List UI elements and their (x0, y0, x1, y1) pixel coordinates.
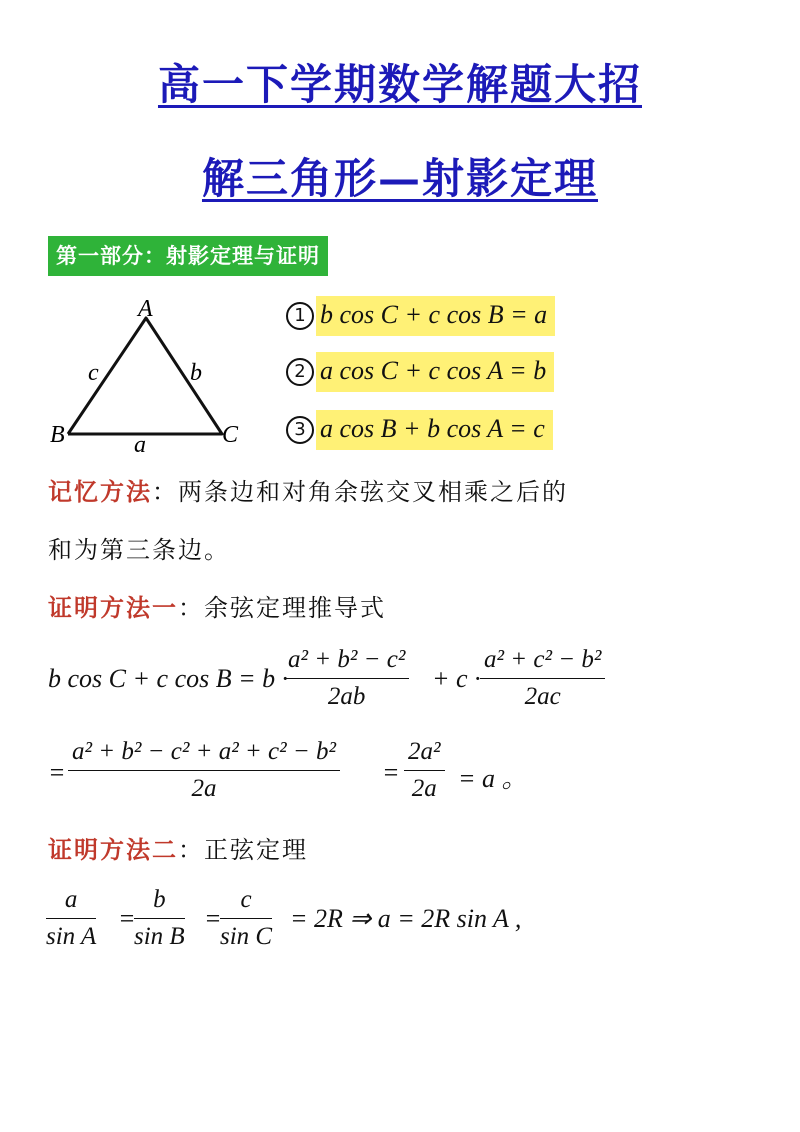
formula-number: 1 (286, 302, 314, 330)
denominator: sin A (46, 923, 97, 950)
vertex-b-label: B (50, 422, 65, 448)
memory-method-line2: 和为第三条边。 (48, 536, 230, 564)
side-b-label: b (190, 360, 202, 386)
side-a-label: a (134, 432, 146, 458)
equals: = (118, 904, 136, 933)
colon: ： (178, 836, 204, 864)
numerator: 2a² (408, 738, 441, 765)
sine-fraction-b (134, 886, 185, 951)
proof2-text: 正弦定理 (204, 836, 308, 864)
triangle-diagram (40, 290, 260, 460)
page-subtitle: 解三角形—射影定理 (201, 154, 598, 203)
memory-method-label: 记忆方法 (48, 477, 152, 506)
memory-method-text: 两条边和对角余弦交叉相乘之后的 (178, 478, 568, 506)
vertex-c-label: C (222, 422, 239, 448)
proof2-label: 证明方法二 (48, 835, 178, 864)
eq1-lhs: b cos C + c cos B = b · (48, 664, 289, 693)
formula-1 (286, 296, 555, 336)
section-heading: 第一部分：射影定理与证明 (48, 236, 328, 276)
eq2-equals-2: = (382, 758, 400, 787)
numerator: a² + c² − b² (484, 646, 602, 673)
proof1-text: 余弦定理推导式 (204, 594, 386, 622)
vertex-a-label: A (138, 296, 153, 322)
formula-number: 3 (286, 416, 314, 444)
denominator: 2ab (327, 683, 366, 710)
formula-3 (286, 410, 553, 450)
numerator: c (240, 886, 252, 913)
denominator: sin C (220, 923, 273, 950)
colon: ： (178, 594, 204, 622)
eq1-fraction-1 (284, 646, 409, 711)
eq2-equals: = (48, 758, 66, 787)
proof2-heading (48, 830, 308, 865)
eq1-mid: + c · (432, 664, 481, 693)
eq2-fraction-1 (68, 738, 340, 803)
side-c-label: c (88, 360, 99, 386)
formula-text: a cos B + b cos A = c (316, 410, 553, 450)
formula-text: b cos C + c cos B = a (316, 296, 555, 336)
page-title: 高一下学期数学解题大招 (157, 60, 642, 109)
sine-fraction-c (220, 886, 272, 951)
memory-method-line1 (48, 472, 568, 507)
numerator: a² + b² − c² + a² + c² − b² (72, 738, 337, 765)
formula-2 (286, 352, 554, 392)
sine-law-result: = 2R ⇒ a = 2R sin A , (290, 904, 522, 933)
numerator: a² + b² − c² (288, 646, 406, 673)
proof1-label: 证明方法一 (48, 593, 178, 622)
eq2-fraction-2 (404, 738, 445, 803)
denominator: 2a (191, 775, 217, 802)
denominator: 2a (411, 775, 437, 802)
formula-number: 2 (286, 358, 314, 386)
eq1-fraction-2 (480, 646, 605, 711)
formula-text: a cos C + c cos A = b (316, 352, 554, 392)
numerator: a (64, 886, 78, 913)
numerator: b (153, 886, 166, 913)
colon: ： (152, 478, 178, 506)
denominator: sin B (134, 923, 185, 950)
equals: = (204, 904, 222, 933)
proof1-heading (48, 588, 386, 623)
sine-fraction-a (46, 886, 96, 951)
denominator: 2ac (524, 683, 561, 710)
eq2-result: = a 。 (458, 764, 528, 793)
